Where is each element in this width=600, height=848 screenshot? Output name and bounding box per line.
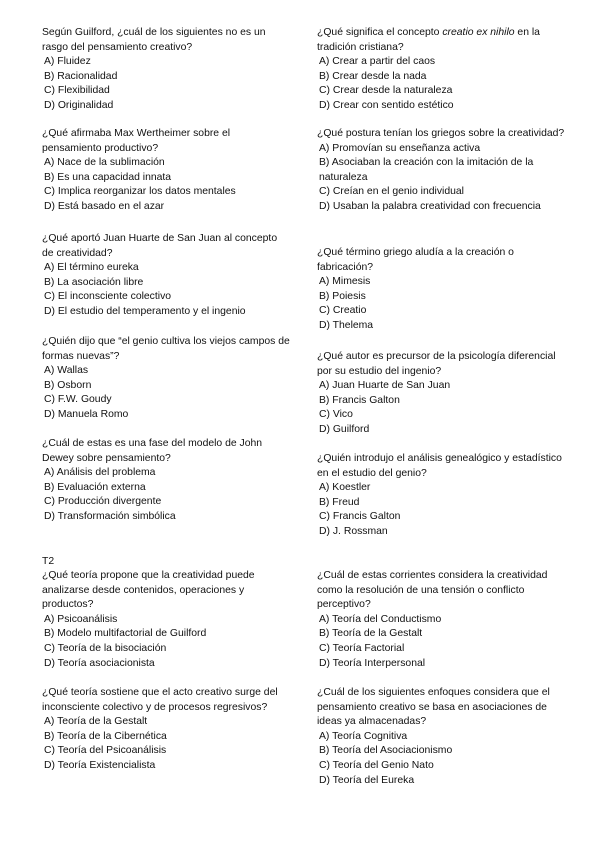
- question-stem: [317, 26, 565, 55]
- answer-option-b: B) Crear desde la nada: [319, 70, 427, 82]
- answer-option-d: D) Teoría Existencialista: [44, 759, 156, 771]
- answer-option-a: A) Nace de la sublimación: [44, 157, 165, 169]
- answer-option-c: C) Francis Galton: [319, 511, 401, 523]
- answer-option-b: B) Freud: [319, 496, 360, 508]
- answer-option-d: D) Guilford: [319, 423, 370, 435]
- answer-option-d: D) Teoría del Eureka: [319, 774, 415, 786]
- answer-option-b: B) Teoría de la Cibernética: [44, 730, 167, 742]
- question-block: [317, 127, 565, 215]
- question-block: [317, 350, 565, 438]
- question-block: [42, 335, 290, 423]
- answer-option-a: A) Teoría del Conductismo: [319, 613, 442, 625]
- answer-option-c: C) F.W. Goudy: [44, 394, 112, 406]
- question-stem: ¿Quién dijo que “el genio cultiva los viejos campos de formas nuevas”?: [42, 336, 290, 362]
- section-label: T2: [42, 556, 55, 567]
- answer-option-b: B) Poiesis: [319, 290, 366, 302]
- question-block: [42, 686, 290, 774]
- question-block: [42, 437, 290, 525]
- answer-option-b: B) Evaluación externa: [44, 481, 146, 493]
- question-stem: ¿Cuál de estas corrientes considera la creatividad como la resolución de una tensión o conflicto perceptivo?: [317, 570, 548, 611]
- question-stem: ¿Quién introdujo el análisis genealógico y estadístico en el estudio del genio?: [317, 453, 562, 479]
- answer-option-c: C) Flexibilidad: [44, 85, 110, 97]
- answer-option-d: D) Teoría Interpersonal: [319, 657, 426, 669]
- question-stem: ¿Qué teoría propone que la creatividad puede analizarse desde contenidos, operaciones y productos?: [42, 570, 255, 611]
- question-stem-italic-term: creatio ex nihilo: [442, 27, 515, 38]
- answer-option-c: C) El inconsciente colectivo: [44, 291, 172, 303]
- answer-option-b: B) Teoría de la Gestalt: [319, 628, 423, 640]
- question-block: [42, 26, 290, 114]
- question-block: [42, 569, 290, 671]
- answer-option-b: B) La asociación libre: [44, 276, 144, 288]
- question-stem-after: en la tradición cristiana?: [317, 27, 540, 53]
- answer-option-d: D) Está basado en el azar: [44, 200, 165, 212]
- answer-option-d: D) Teoría asociacionista: [44, 657, 155, 669]
- answer-option-a: A) Wallas: [44, 365, 89, 377]
- answer-option-d: D) Originalidad: [44, 99, 114, 111]
- question-block: [42, 127, 290, 215]
- answer-option-a: A) Juan Huarte de San Juan: [319, 380, 451, 392]
- question-stem: ¿Qué teoría sostiene que el acto creativo surge del inconsciente colectivo y de procesos regresivos?: [42, 687, 278, 713]
- question-stem: ¿Cuál de estas es una fase del modelo de John Dewey sobre pensamiento?: [42, 438, 263, 464]
- answer-option-a: A) Teoría de la Gestalt: [44, 716, 148, 728]
- answer-option-d: D) Transformación simbólica: [44, 510, 176, 522]
- question-block: [317, 569, 565, 671]
- question-stem: ¿Qué postura tenían los griegos sobre la creatividad?: [317, 128, 565, 139]
- answer-option-c: C) Creatio: [319, 305, 367, 317]
- answer-option-b: B) Modelo multifactorial de Guilford: [44, 628, 207, 640]
- answer-option-d: D) Manuela Romo: [44, 408, 129, 420]
- answer-option-a: A) Koestler: [319, 482, 371, 494]
- answer-option-d: D) Usaban la palabra creatividad con frecuencia: [319, 200, 541, 212]
- answer-option-d: D) Thelema: [319, 319, 374, 331]
- answer-option-a: A) El término eureka: [44, 262, 139, 274]
- answer-option-b: B) Osborn: [44, 379, 92, 391]
- answer-option-b: B) Racionalidad: [44, 70, 118, 82]
- answer-option-d: D) Crear con sentido estético: [319, 99, 454, 111]
- question-block: [317, 686, 565, 788]
- question-block: [317, 246, 565, 334]
- question-block: [42, 232, 290, 320]
- answer-option-c: C) Teoría Factorial: [319, 642, 405, 654]
- answer-option-c: C) Teoría de la bisociación: [44, 642, 167, 654]
- answer-option-a: A) Fluidez: [44, 56, 91, 68]
- answer-option-b: B) Asociaban la creación con la imitación de la naturaleza: [319, 157, 534, 183]
- answer-option-a: A) Mimesis: [319, 276, 371, 288]
- answer-option-c: C) Producción divergente: [44, 496, 162, 508]
- question-block: [317, 452, 565, 540]
- answer-option-d: D) El estudio del temperamento y el ingenio: [44, 305, 246, 317]
- question-stem: ¿Qué autor es precursor de la psicología diferencial por su estudio del ingenio?: [317, 351, 556, 377]
- question-stem: ¿Qué aportó Juan Huarte de San Juan al concepto de creatividad?: [42, 233, 278, 259]
- answer-option-b: B) Teoría del Asociacionismo: [319, 745, 453, 757]
- answer-option-c: C) Crear desde la naturaleza: [319, 85, 453, 97]
- answer-option-a: A) Teoría Cognitiva: [319, 730, 408, 742]
- answer-option-c: C) Creían en el genio individual: [319, 186, 464, 198]
- answer-option-a: A) Crear a partir del caos: [319, 56, 436, 68]
- question-stem: ¿Qué término griego aludía a la creación o fabricación?: [317, 247, 514, 273]
- answer-option-a: A) Análisis del problema: [44, 467, 156, 479]
- question-block: [317, 26, 565, 114]
- answer-option-b: B) Francis Galton: [319, 394, 400, 406]
- question-stem-before: ¿Qué significa el concepto: [317, 27, 443, 38]
- answer-option-c: C) Teoría del Genio Nato: [319, 759, 434, 771]
- answer-option-c: C) Vico: [319, 409, 353, 421]
- answer-option-c: C) Teoría del Psicoanálisis: [44, 745, 167, 757]
- answer-option-b: B) Es una capacidad innata: [44, 171, 172, 183]
- answer-option-c: C) Implica reorganizar los datos mentales: [44, 186, 236, 198]
- question-stem: Según Guilford, ¿cuál de los siguientes no es un rasgo del pensamiento creativo?: [42, 27, 266, 53]
- answer-option-d: D) J. Rossman: [319, 525, 388, 537]
- answer-option-a: A) Promovían su enseñanza activa: [319, 142, 481, 154]
- question-stem: ¿Qué afirmaba Max Wertheimer sobre el pensamiento productivo?: [42, 128, 231, 154]
- question-stem: ¿Cuál de los siguientes enfoques considera que el pensamiento creativo se basa en asociaciones de ideas ya almacenadas?: [317, 687, 550, 728]
- answer-option-a: A) Psicoanálisis: [44, 613, 118, 625]
